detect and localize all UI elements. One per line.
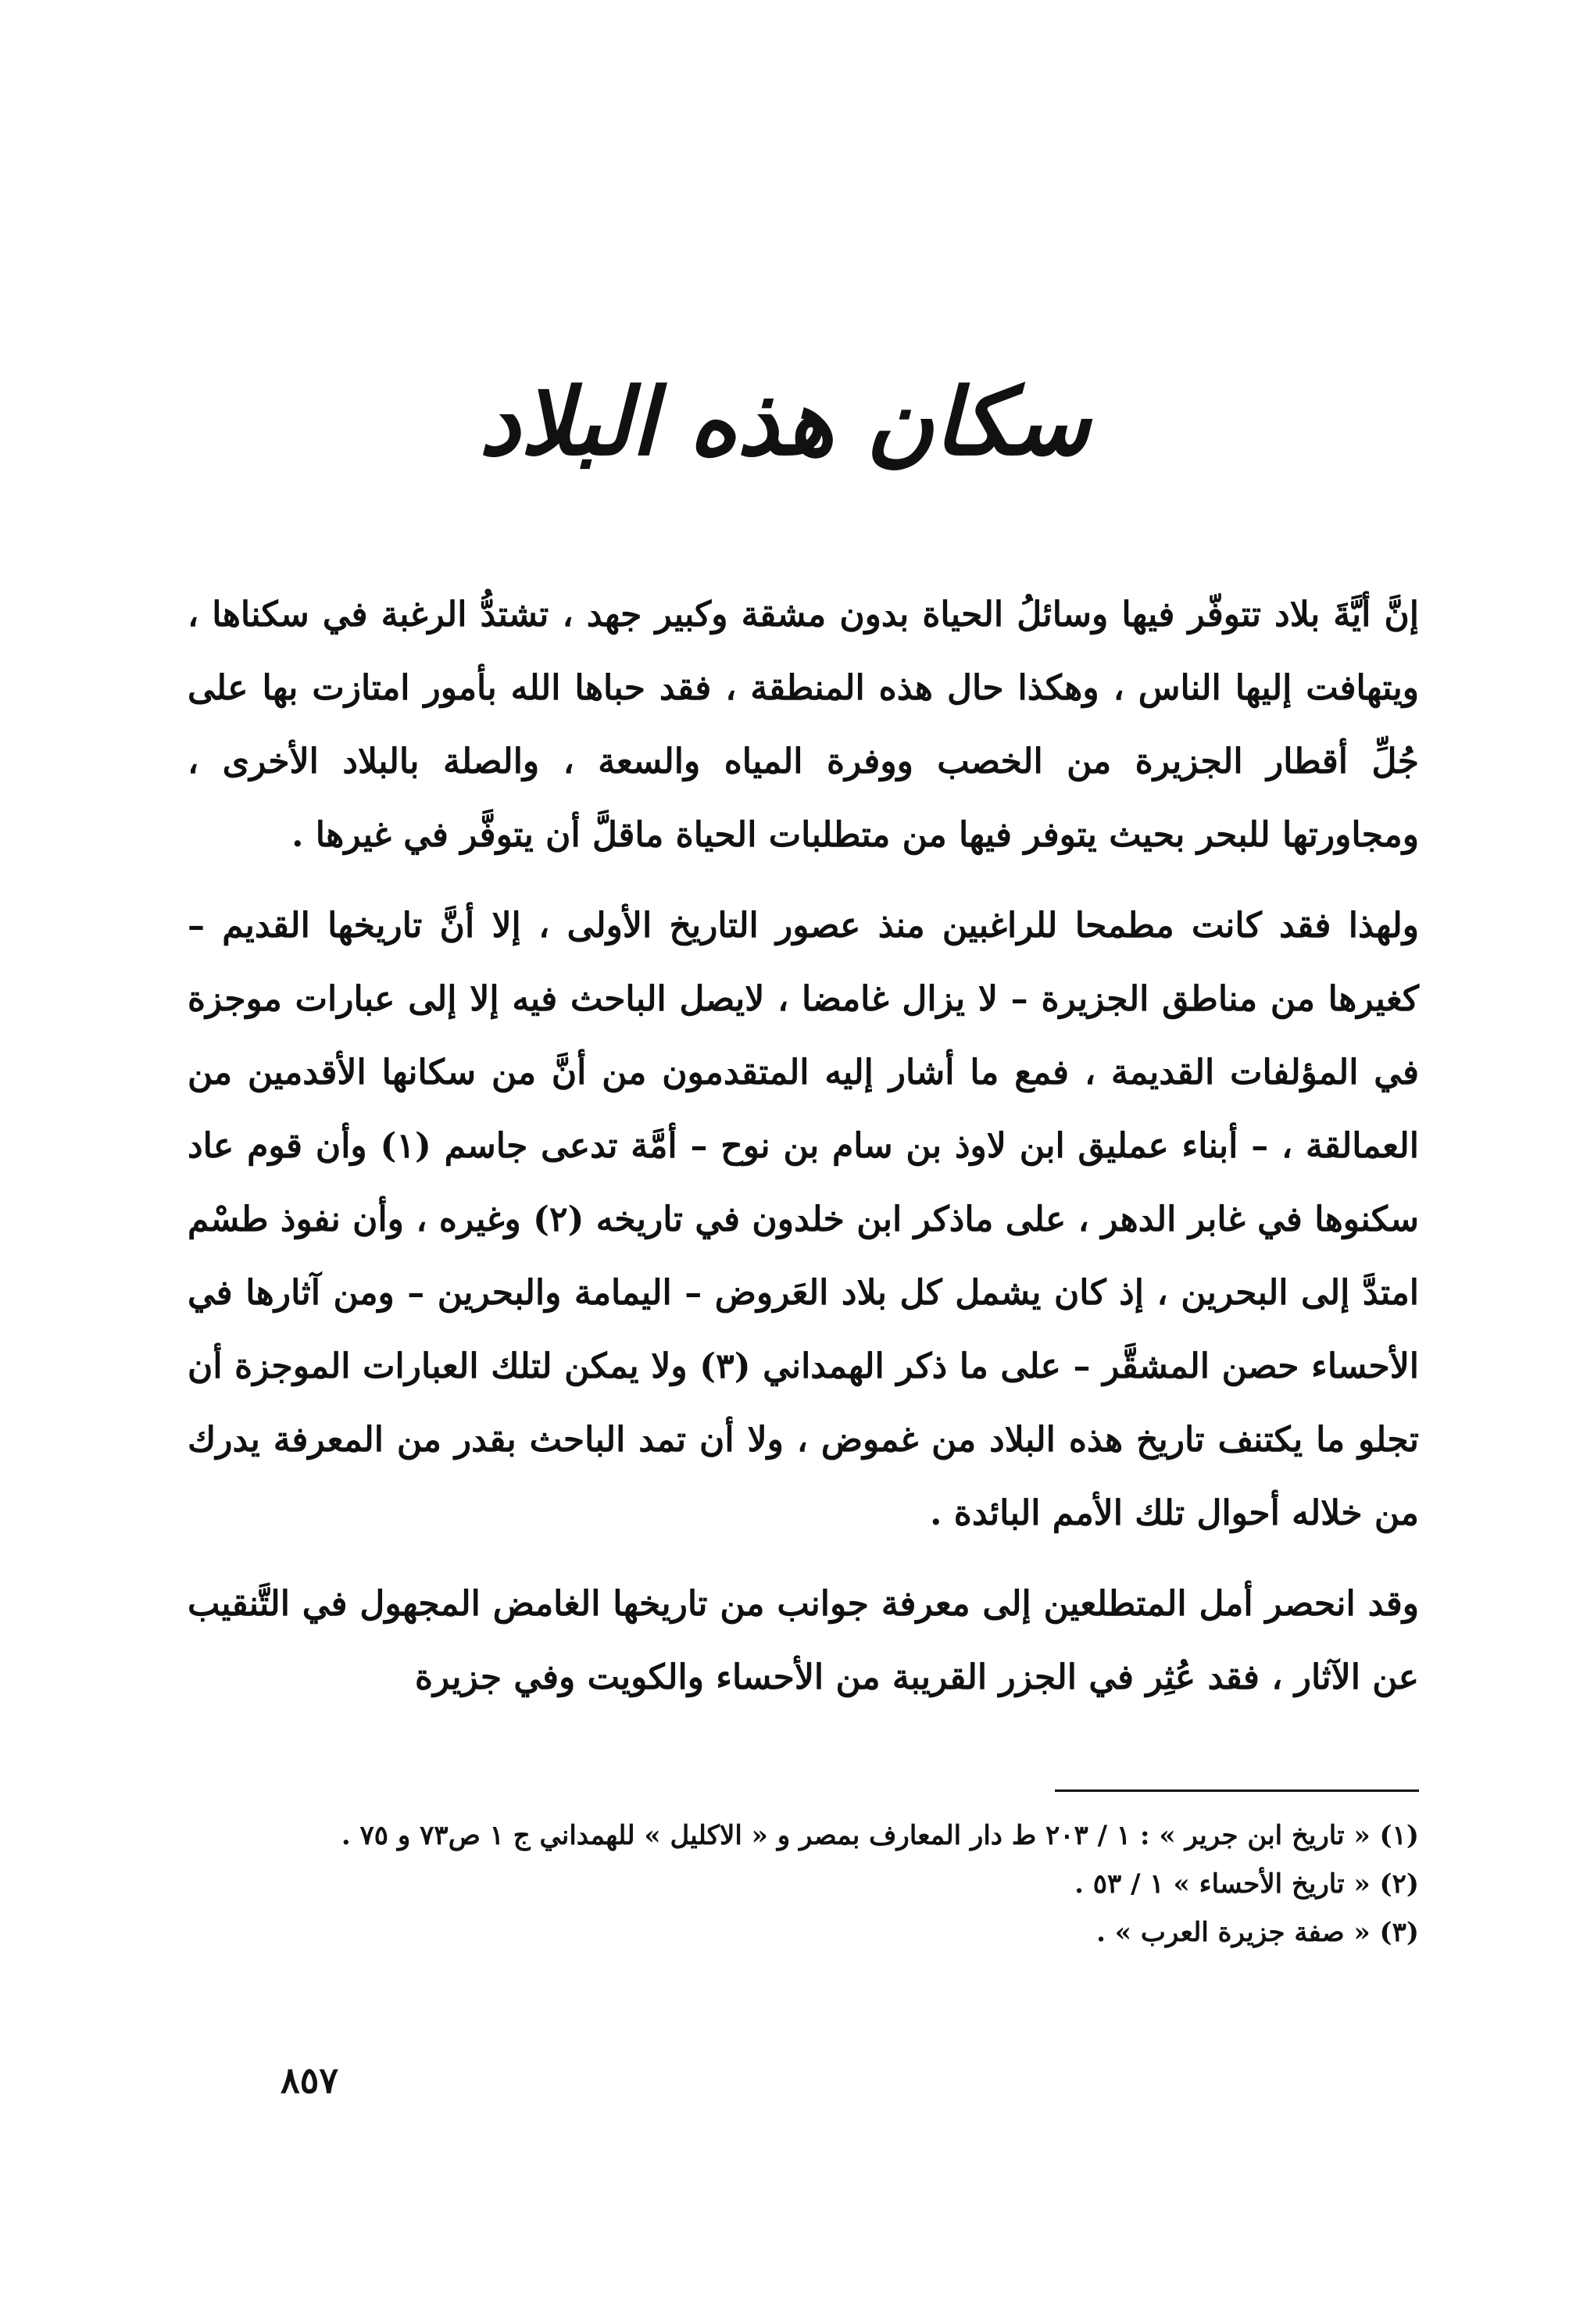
paragraph: وقد انحصر أمل المتطلعين إلى معرفة جوانب من تاريخها الغامض المجهول في التَّنقيب عن الآثار ، فقد عُثِر في الجزر القريبة من الأحساء والكويت وفي جزيرة [188,1584,1419,1697]
footnote: (٢) « تاريخ الأحساء » ١ / ٥٣ . [1074,1868,1419,1900]
paragraph: إنَّ أيَّةَ بلاد تتوفّر فيها وسائلُ الحياة بدون مشقة وكبير جهد ، تشتدُّ الرغبة في سكناها ، ويتهافت إليها الناس ، وهكذا حال هذه المنطقة ، فقد حباها الله بأمور امتازت بها على جُلِّ أقطار الجزيرة من الخصب ووفرة المياه والسعة ، والصلة بالبلاد الأخرى ، ومجاورتها للبحر بحيث يتوفر فيها من متطلبات الحياة ماقلَّ أن يتوفَّر في غيرها . [188,595,1420,855]
footnote-divider [1055,1789,1419,1792]
footnote: (١) « تاريخ ابن جرير » : ١ / ٢٠٣ ط دار المعارف بمصر و « الاكليل » للهمداني ج ١ ص٧٣ و ٧٥ . [341,1820,1419,1851]
footnotes [188,1811,1419,1957]
chapter-title: سكان هذه البلاد [478,367,1091,476]
footnote: (٣) « صفة جزيرة العرب » . [1096,1917,1419,1948]
page-number: ٨٥٧ [280,2059,339,2101]
paragraph: ولهذا فقد كانت مطمحا للراغبين منذ عصور التاريخ الأولى ، إلا أنَّ تاريخها القديم – كغيرها من مناطق الجزيرة – لا يزال غامضا ، لايصل الباحث فيه إلا إلى عبارات موجزة في المؤلفات القديمة ، فمع ما أشار إليه المتقدمون من أنَّ من سكانها الأقدمين من العمالقة ، – أبناء عمليق ابن لاوذ بن سام بن نوح – أمَّة تدعى جاسم (١) وأن قوم عاد سكنوها في غابر الدهر ، على ماذكر ابن خلدون في تاريخه (٢) وغيره ، وأن نفوذ طسْم امتدَّ إلى البحرين ، إذ كان يشمل كل بلاد العَروض – اليمامة والبحرين – ومن آثارها في الأحساء حصن المشقَّر – على ما ذكر الهمداني (٣) ولا يمكن لتلك العبارات الموجزة أن تجلو ما يكتنف تاريخ هذه البلاد من غموض ، ولا أن تمد الباحث بقدر من المعرفة يدرك من خلاله أحوال تلك الأمم البائدة . [188,906,1420,1533]
body-text [188,578,1419,1732]
